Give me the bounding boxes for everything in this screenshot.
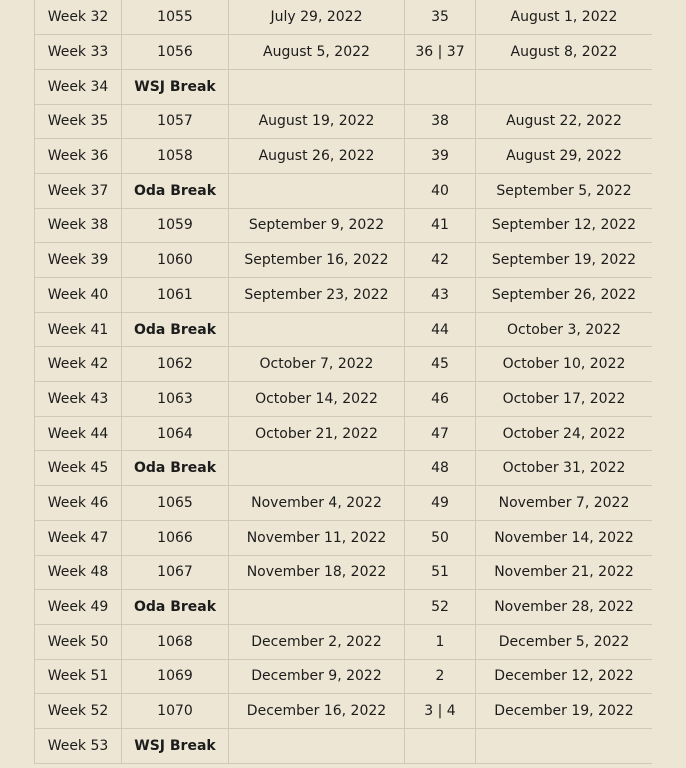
issue-cell: WSJ Break <box>122 728 229 763</box>
week-cell: Week 45 <box>35 451 122 486</box>
issue-cell: 1064 <box>122 416 229 451</box>
release-date-cell: July 29, 2022 <box>229 0 405 35</box>
issue-cell: Oda Break <box>122 173 229 208</box>
number-cell <box>405 69 476 104</box>
next-date-cell <box>476 69 653 104</box>
week-cell: Week 41 <box>35 312 122 347</box>
number-cell: 52 <box>405 590 476 625</box>
week-cell: Week 39 <box>35 243 122 278</box>
release-date-cell: September 16, 2022 <box>229 243 405 278</box>
release-date-cell: September 9, 2022 <box>229 208 405 243</box>
week-cell: Week 37 <box>35 173 122 208</box>
next-date-cell: October 31, 2022 <box>476 451 653 486</box>
release-date-cell: December 9, 2022 <box>229 659 405 694</box>
number-cell: 44 <box>405 312 476 347</box>
next-date-cell: October 17, 2022 <box>476 382 653 417</box>
table-row <box>35 208 653 243</box>
week-cell: Week 33 <box>35 35 122 70</box>
issue-cell: 1056 <box>122 35 229 70</box>
release-date-cell: October 14, 2022 <box>229 382 405 417</box>
number-cell: 45 <box>405 347 476 382</box>
table-row <box>35 728 653 763</box>
schedule-table <box>34 0 652 764</box>
issue-cell: 1059 <box>122 208 229 243</box>
week-cell: Week 38 <box>35 208 122 243</box>
issue-cell: 1057 <box>122 104 229 139</box>
number-cell: 51 <box>405 555 476 590</box>
number-cell: 47 <box>405 416 476 451</box>
table-row <box>35 486 653 521</box>
table-row <box>35 173 653 208</box>
table-row <box>35 659 653 694</box>
table-row <box>35 520 653 555</box>
release-date-cell: November 18, 2022 <box>229 555 405 590</box>
next-date-cell: December 19, 2022 <box>476 694 653 729</box>
issue-cell: 1070 <box>122 694 229 729</box>
table-row <box>35 312 653 347</box>
table-row <box>35 0 653 35</box>
issue-cell: 1066 <box>122 520 229 555</box>
week-cell: Week 52 <box>35 694 122 729</box>
week-cell: Week 49 <box>35 590 122 625</box>
table-row <box>35 69 653 104</box>
next-date-cell: December 5, 2022 <box>476 624 653 659</box>
next-date-cell: September 12, 2022 <box>476 208 653 243</box>
release-date-cell: October 7, 2022 <box>229 347 405 382</box>
release-date-cell <box>229 312 405 347</box>
issue-cell: 1069 <box>122 659 229 694</box>
number-cell <box>405 728 476 763</box>
week-cell: Week 53 <box>35 728 122 763</box>
number-cell: 35 <box>405 0 476 35</box>
number-cell: 40 <box>405 173 476 208</box>
issue-cell: 1061 <box>122 278 229 313</box>
number-cell: 46 <box>405 382 476 417</box>
week-cell: Week 32 <box>35 0 122 35</box>
next-date-cell: October 3, 2022 <box>476 312 653 347</box>
week-cell: Week 51 <box>35 659 122 694</box>
issue-cell: Oda Break <box>122 312 229 347</box>
issue-cell: 1068 <box>122 624 229 659</box>
next-date-cell: August 29, 2022 <box>476 139 653 174</box>
week-cell: Week 35 <box>35 104 122 139</box>
issue-cell: 1063 <box>122 382 229 417</box>
table-row <box>35 243 653 278</box>
next-date-cell: September 5, 2022 <box>476 173 653 208</box>
number-cell: 39 <box>405 139 476 174</box>
number-cell: 3 | 4 <box>405 694 476 729</box>
issue-cell: Oda Break <box>122 451 229 486</box>
table-row <box>35 451 653 486</box>
release-date-cell <box>229 728 405 763</box>
week-cell: Week 46 <box>35 486 122 521</box>
number-cell: 50 <box>405 520 476 555</box>
next-date-cell: August 22, 2022 <box>476 104 653 139</box>
table-row <box>35 104 653 139</box>
issue-cell: WSJ Break <box>122 69 229 104</box>
number-cell: 48 <box>405 451 476 486</box>
table-row <box>35 590 653 625</box>
week-cell: Week 36 <box>35 139 122 174</box>
next-date-cell <box>476 728 653 763</box>
schedule-table-body <box>35 0 653 763</box>
table-row <box>35 694 653 729</box>
number-cell: 42 <box>405 243 476 278</box>
issue-cell: 1055 <box>122 0 229 35</box>
next-date-cell: September 19, 2022 <box>476 243 653 278</box>
week-cell: Week 44 <box>35 416 122 451</box>
release-date-cell: August 26, 2022 <box>229 139 405 174</box>
table-row <box>35 347 653 382</box>
table-row <box>35 624 653 659</box>
number-cell: 43 <box>405 278 476 313</box>
next-date-cell: November 14, 2022 <box>476 520 653 555</box>
next-date-cell: August 8, 2022 <box>476 35 653 70</box>
next-date-cell: December 12, 2022 <box>476 659 653 694</box>
week-cell: Week 40 <box>35 278 122 313</box>
release-date-cell <box>229 451 405 486</box>
issue-cell: 1062 <box>122 347 229 382</box>
week-cell: Week 43 <box>35 382 122 417</box>
release-date-cell: August 5, 2022 <box>229 35 405 70</box>
release-date-cell: November 4, 2022 <box>229 486 405 521</box>
number-cell: 2 <box>405 659 476 694</box>
release-date-cell <box>229 590 405 625</box>
release-date-cell: September 23, 2022 <box>229 278 405 313</box>
release-date-cell: November 11, 2022 <box>229 520 405 555</box>
release-date-cell <box>229 69 405 104</box>
table-row <box>35 35 653 70</box>
next-date-cell: October 10, 2022 <box>476 347 653 382</box>
number-cell: 41 <box>405 208 476 243</box>
table-row <box>35 382 653 417</box>
schedule-table-container <box>34 0 652 768</box>
week-cell: Week 48 <box>35 555 122 590</box>
release-date-cell: December 2, 2022 <box>229 624 405 659</box>
issue-cell: 1060 <box>122 243 229 278</box>
week-cell: Week 50 <box>35 624 122 659</box>
number-cell: 38 <box>405 104 476 139</box>
issue-cell: 1065 <box>122 486 229 521</box>
week-cell: Week 47 <box>35 520 122 555</box>
release-date-cell <box>229 173 405 208</box>
number-cell: 49 <box>405 486 476 521</box>
issue-cell: Oda Break <box>122 590 229 625</box>
next-date-cell: November 21, 2022 <box>476 555 653 590</box>
table-row <box>35 416 653 451</box>
release-date-cell: December 16, 2022 <box>229 694 405 729</box>
table-row <box>35 278 653 313</box>
week-cell: Week 42 <box>35 347 122 382</box>
next-date-cell: September 26, 2022 <box>476 278 653 313</box>
release-date-cell: August 19, 2022 <box>229 104 405 139</box>
next-date-cell: August 1, 2022 <box>476 0 653 35</box>
table-row <box>35 555 653 590</box>
next-date-cell: October 24, 2022 <box>476 416 653 451</box>
next-date-cell: November 7, 2022 <box>476 486 653 521</box>
issue-cell: 1058 <box>122 139 229 174</box>
table-row <box>35 139 653 174</box>
number-cell: 36 | 37 <box>405 35 476 70</box>
week-cell: Week 34 <box>35 69 122 104</box>
next-date-cell: November 28, 2022 <box>476 590 653 625</box>
issue-cell: 1067 <box>122 555 229 590</box>
release-date-cell: October 21, 2022 <box>229 416 405 451</box>
number-cell: 1 <box>405 624 476 659</box>
